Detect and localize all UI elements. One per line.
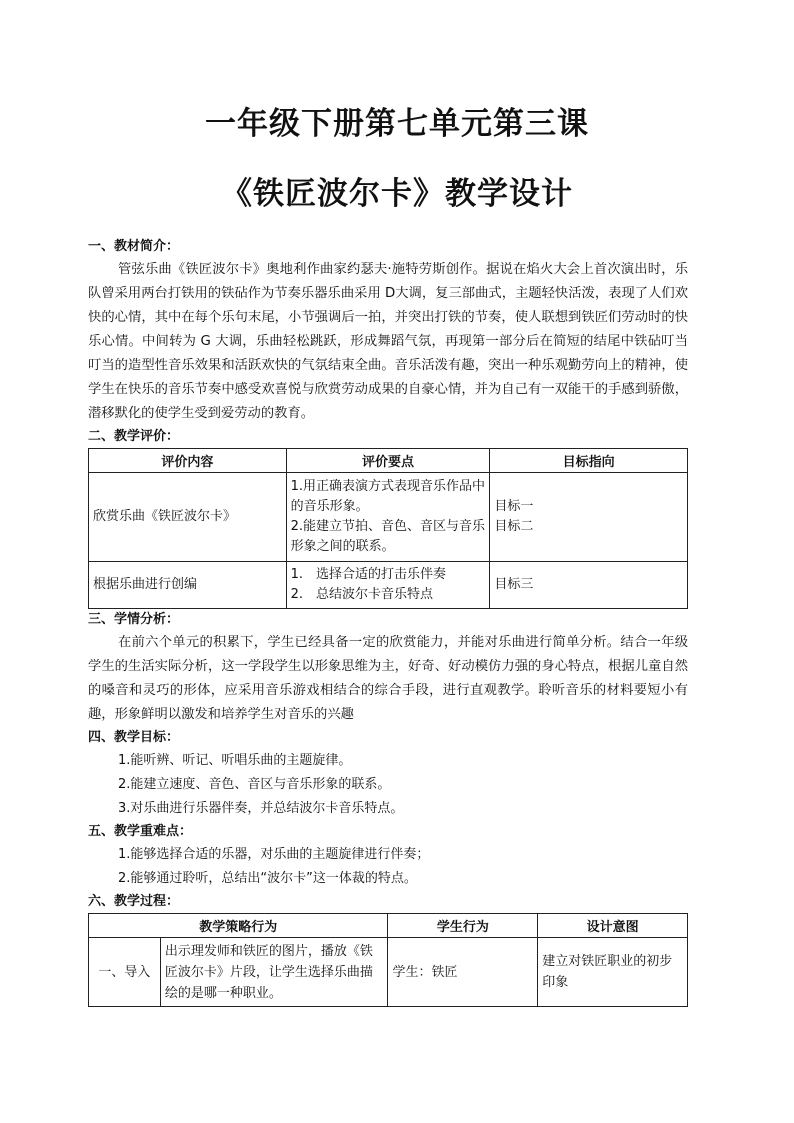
table-header: 设计意图 [538,914,688,938]
target-item: 目标一 [494,499,534,514]
table-cell: 一、导入 [89,938,161,1007]
keypoint-item: 1.能够选择合适的乐器，对乐曲的主题旋律进行伴奏； [118,847,430,862]
table-row [89,473,688,562]
page-title: 一年级下册第七单元第三课 [205,106,589,142]
table-header: 评价要点 [286,449,490,473]
page-subtitle: 《铁匠波尔卡》教学设计 [221,176,573,212]
materials-paragraph: 管弦乐曲《铁匠波尔卡》奥地利作曲家约瑟夫·施特劳斯创作。据说在焰火大会上首次演出时，乐队曾采用两台打铁用的铁砧作为节奏乐器乐曲采用 D大调，复三部曲式，主题轻快活泼，表现了人们欢快的心情，其中在每个乐句末尾，小节强调后一拍，并突出打铁的节奏，使人联想到铁匠们劳动时的快乐心情。中间转为 G 大调，乐曲轻松跳跃，形成舞蹈气氛，再现第一部分后在简短的结尾中铁砧叮当叮当的造型性音乐效果和活跃欢快的气氛结束全曲。音乐活泼有趣，突出一种乐观勤劳向上的精神，使学生在快乐的音乐节奏中感受欢喜悦与欣赏劳动成果的自豪心情，并为自己有一双能干的手感到骄傲，潜移默化的使学生受到爱劳动的教育。 [88,262,688,421]
evaluation-point: 1.用正确表演方式表现音乐作品中的音乐形象。 [290,479,486,514]
table-cell: 出示理发师和铁匠的图片，播放《铁匠波尔卡》片段，让学生选择乐曲描绘的是哪一种职业。 [160,938,388,1007]
document-body [88,236,688,1007]
objective-item: 2.能建立速度、音色、音区与音乐形象的联系。 [118,777,391,792]
evaluation-table [88,448,688,609]
evaluation-point: 1. 选择合适的打击乐伴奏 [290,567,447,582]
table-cell [490,562,688,609]
target-item: 目标二 [494,519,534,534]
table-cell: 根据乐曲进行创编 [89,562,287,609]
learners-paragraph: 在前六个单元的积累下，学生已经具备一定的欣赏能力，并能对乐曲进行简单分析。结合一年级学生的生活实际分析，这一学段学生以形象思维为主，好奇、好动模仿力强的身心特点，根据儿童自然的嗓音和灵巧的形体，应采用音乐游戏相结合的综合手段，进行直观教学。聆听音乐的材料要短小有趣，形象鲜明以激发和培养学生对音乐的兴趣 [88,635,688,722]
objective-item: 3.对乐曲进行乐器伴奏，并总结波尔卡音乐特点。 [118,801,404,816]
table-header: 目标指向 [490,449,688,473]
section-heading-materials: 一、教材简介： [88,239,180,254]
process-table [88,913,688,1007]
section-heading-learners: 三、学情分析： [88,612,180,627]
table-cell [490,473,688,562]
evaluation-point: 2. 总结波尔卡音乐特点 [290,587,434,602]
target-item: 目标三 [494,577,534,592]
keypoint-item: 2.能够通过聆听，总结出“波尔卡”这一体裁的特点。 [118,871,417,886]
table-cell: 学生：铁匠 [388,938,538,1007]
table-row [89,562,688,609]
table-cell: 建立对铁匠职业的初步印象 [538,938,688,1007]
section-heading-process: 六、教学过程： [88,894,180,909]
section-heading-keypoints: 五、教学重难点： [88,824,193,839]
objective-item: 1.能听辨、听记、听唱乐曲的主题旋律。 [118,753,352,768]
table-cell [286,473,490,562]
table-cell [286,562,490,609]
section-heading-objectives: 四、教学目标： [88,730,180,745]
table-row [89,938,688,1007]
table-cell: 欣赏乐曲《铁匠波尔卡》 [89,473,287,562]
section-heading-evaluation: 二、教学评价： [88,429,180,444]
table-header: 评价内容 [89,449,287,473]
table-header: 学生行为 [388,914,538,938]
table-header: 教学策略行为 [89,914,388,938]
evaluation-point: 2.能建立节拍、音色、音区与音乐形象之间的联系。 [290,519,486,554]
